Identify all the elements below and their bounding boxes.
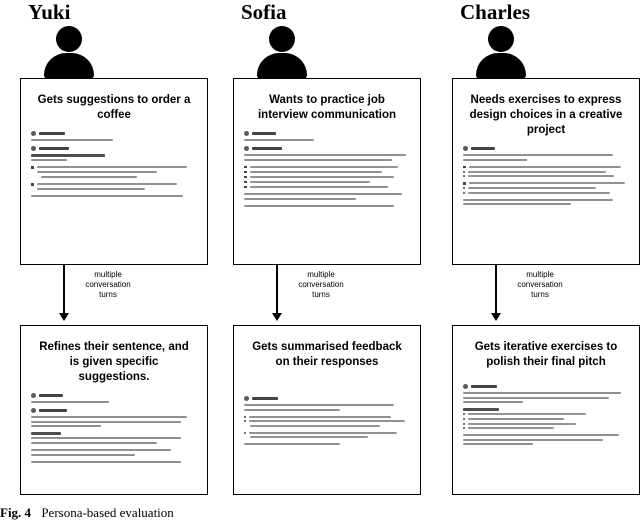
chat-screenshot-sofia-bottom <box>244 396 410 445</box>
top-card-charles <box>452 78 640 265</box>
arrow-charles <box>452 265 640 325</box>
top-card-title-charles: Needs exercises to express design choices in a creative project <box>469 94 623 136</box>
bottom-card-charles <box>452 325 640 495</box>
top-card-title-yuki: Gets suggestions to order a coffee <box>37 94 191 121</box>
persona-column-sofia <box>233 0 421 495</box>
person-icon <box>255 26 311 78</box>
top-card-title-sofia: Wants to practice job interview communication <box>257 94 397 121</box>
chat-screenshot-yuki-bottom <box>31 393 197 463</box>
bottom-card-title-sofia: Gets summarised feedback on their responses <box>252 341 402 368</box>
top-card-sofia <box>233 78 421 265</box>
chat-screenshot-charles-bottom <box>463 384 629 445</box>
arrow-head-icon <box>59 313 69 321</box>
arrow-yuki <box>20 265 208 325</box>
persona-column-charles <box>452 0 640 495</box>
persona-name-yuki: Yuki <box>28 0 71 24</box>
chat-screenshot-sofia-top <box>244 131 410 207</box>
arrow-label-sofia: multiple conversation turns <box>298 270 344 299</box>
bottom-card-title-yuki: Refines their sentence, and is given specific suggestions. <box>39 341 189 383</box>
arrow-head-icon <box>491 313 501 321</box>
chat-screenshot-charles-top <box>463 146 629 205</box>
person-icon <box>42 26 98 78</box>
persona-name-sofia: Sofia <box>241 0 287 24</box>
arrow-label-yuki: multiple conversation turns <box>85 270 131 299</box>
arrow-sofia <box>233 265 421 325</box>
persona-name-charles: Charles <box>460 0 530 24</box>
figure-caption-text: Persona-based evaluation <box>41 505 174 520</box>
top-card-yuki <box>20 78 208 265</box>
bottom-card-sofia <box>233 325 421 495</box>
persona-column-yuki <box>20 0 208 495</box>
chat-screenshot-yuki-top <box>31 131 197 197</box>
bottom-card-title-charles: Gets iterative exercises to polish their final pitch <box>474 341 618 368</box>
figure-caption-label: Fig. 4 <box>0 505 32 520</box>
arrow-head-icon <box>272 313 282 321</box>
figure-caption <box>0 505 640 521</box>
person-icon <box>474 26 530 78</box>
bottom-card-yuki <box>20 325 208 495</box>
arrow-label-charles: multiple conversation turns <box>517 270 563 299</box>
